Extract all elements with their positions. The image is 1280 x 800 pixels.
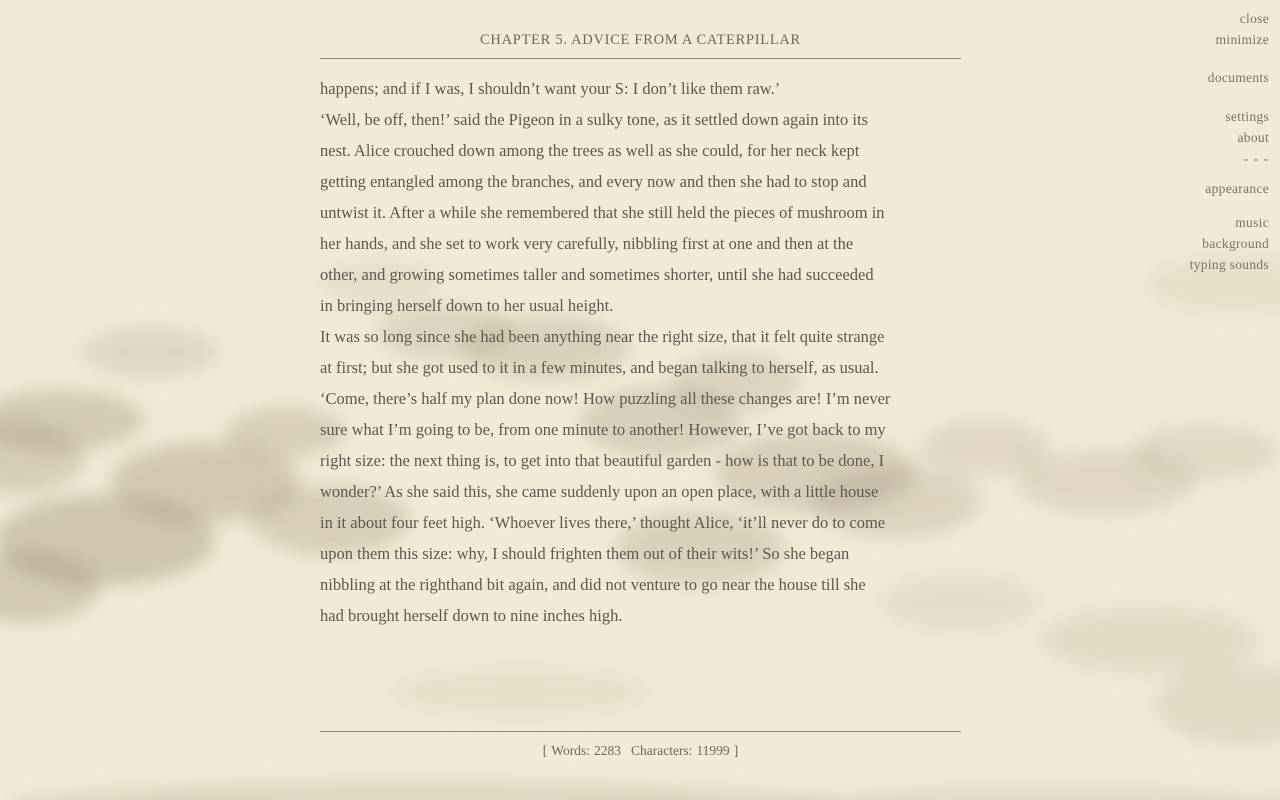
text-line: at first; but she got used to it in a few minutes, and began talking to herself, as usual.: [320, 358, 879, 377]
menu-item-settings[interactable]: settings: [1225, 109, 1269, 124]
stats-bracket-close: ]: [733, 743, 739, 758]
text-area[interactable]: [320, 59, 965, 631]
text-line: It was so long since she had been anything near the right size, that it felt quite strange: [320, 327, 885, 346]
editor-column: [320, 0, 961, 800]
menu-item-about[interactable]: about: [1237, 130, 1269, 145]
menu-item-typing-sounds[interactable]: typing sounds: [1189, 257, 1269, 272]
text-line: in it about four feet high. ‘Whoever lives there,’ thought Alice, ‘it’ll never do to come: [320, 513, 886, 532]
footer-divider: [320, 731, 961, 732]
word-count: [320, 740, 961, 762]
characters-value: 11999: [696, 743, 730, 758]
text-line: upon them this size: why, I should frighten them out of their wits!’ So she began: [320, 544, 850, 563]
menu-item-minimize[interactable]: minimize: [1215, 32, 1269, 47]
menu-separator: - - -: [1243, 151, 1269, 166]
menu-item-close[interactable]: close: [1239, 11, 1269, 26]
text-line: happens; and if I was, I shouldn’t want your S: I don’t like them raw.’: [320, 79, 781, 98]
words-value: 2283: [593, 743, 621, 758]
menu-item-appearance[interactable]: appearance: [1205, 181, 1269, 196]
text-line: wonder?’ As she said this, she came suddenly upon an open place, with a little house: [320, 482, 879, 501]
menu-item-documents[interactable]: documents: [1207, 70, 1269, 85]
text-line: right size: the next thing is, to get into that beautiful garden - how is that to be done, I: [320, 451, 885, 470]
chapter-heading[interactable]: CHAPTER 5. ADVICE FROM A CATERPILLAR: [480, 32, 801, 48]
stats-bracket-open: [: [542, 743, 548, 758]
status-bar: [320, 731, 961, 762]
text-line: had brought herself down to nine inches high.: [320, 606, 623, 625]
menu-item-background[interactable]: background: [1202, 236, 1269, 251]
text-line: in bringing herself down to her usual height.: [320, 296, 614, 315]
text-line: other, and growing sometimes taller and sometimes shorter, until she had succeeded: [320, 265, 874, 284]
words-label: Words:: [551, 743, 590, 758]
text-line: nest. Alice crouched down among the trees as well as she could, for her neck kept: [320, 141, 860, 160]
side-menu: [1190, 8, 1269, 275]
text-line: her hands, and she set to work very carefully, nibbling first at one and then at the: [320, 234, 854, 253]
text-line: ‘Well, be off, then!’ said the Pigeon in a sulky tone, as it settled down again into its: [320, 110, 868, 129]
text-line: ‘Come, there’s half my plan done now! How puzzling all these changes are! I’m never: [320, 389, 891, 408]
text-line: getting entangled among the branches, and every now and then she had to stop and: [320, 172, 867, 191]
menu-item-music[interactable]: music: [1235, 215, 1269, 230]
characters-label: Characters:: [630, 743, 693, 758]
text-line: untwist it. After a while she remembered that she still held the pieces of mushroom in: [320, 203, 885, 222]
text-line: nibbling at the righthand bit again, and did not venture to go near the house till she: [320, 575, 866, 594]
text-line: sure what I’m going to be, from one minute to another! However, I’ve got back to my: [320, 420, 886, 439]
